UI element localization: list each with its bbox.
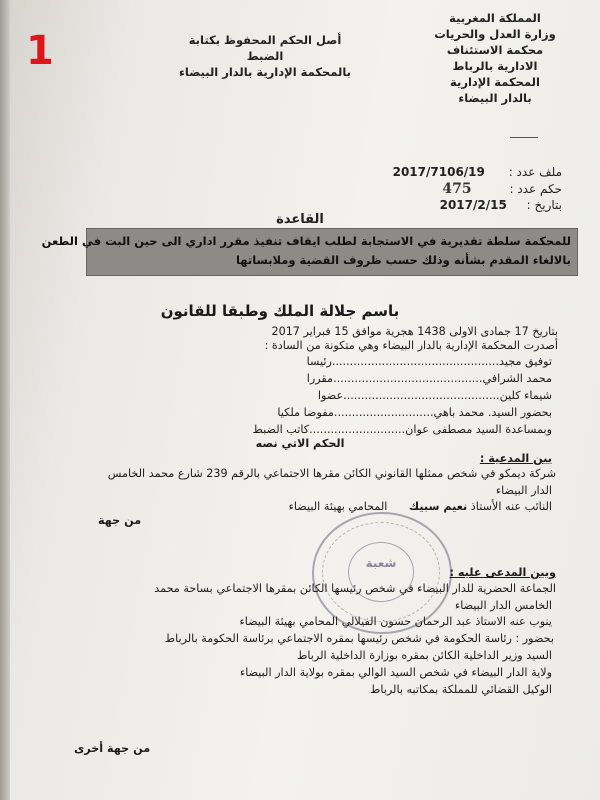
court-composition-line: أصدرت المحكمة الإدارية بالدار البيضاء وهي متكونة من السادة : [264, 339, 558, 352]
defendant-line: بحضور : رئاسة الحكومة في شخص رئيسها بمقره الاجتماعي برئاسة الحكومة بالرباط [164, 632, 554, 645]
defendant-line: ولاية الدار البيضاء في شخص السيد الوالي بمقره بولاية الدار البيضاء [239, 666, 552, 679]
member-name: شيماء كلين [499, 389, 552, 402]
defendant-line: السيد وزير الداخلية الكائن بمقره بوزارة الداخلية الرباط [297, 649, 552, 662]
plaintiff-line: الدار البيضاء [495, 484, 552, 497]
judgment-date-label: بتاريخ : [526, 198, 562, 212]
rule-summary-box [41, 228, 578, 276]
judgment-number-label: حكم عدد : [509, 182, 562, 196]
member-role: مقررا [306, 372, 334, 385]
judgment-date [440, 198, 562, 212]
defendant-line: الجماعة الحضرية للدار البيضاء في شخص رئيسها الكائن بمقرها الاجتماعي بساحة محمد [154, 582, 556, 595]
plaintiff-lawyer [289, 500, 552, 513]
member-name: وبمساعدة السيد مصطفى عوان [405, 423, 552, 436]
member-name: محمد الشرافي [482, 372, 552, 385]
defendant-heading: وبين المدعى عليه : [449, 566, 556, 579]
header-line: محكمة الاستئناف [446, 43, 544, 57]
file-number [393, 165, 562, 179]
judgment-number-value: 475 [442, 181, 472, 197]
header-line: بالدار البيضاء [458, 91, 532, 105]
lawyer-suffix: المحامي بهيئة البيضاء [288, 500, 388, 513]
panel-member: بحضور السيد. محمد باهي............................مفوضا ملكيا [277, 406, 552, 419]
file-number-label: ملف عدد : [508, 165, 562, 179]
member-name: بحضور السيد. محمد باهي [433, 406, 552, 419]
rule-line: بالالغاء المقدم بشأنه وذلك حسب ظروف القضية وملابساتها [235, 253, 571, 267]
main-title: باسم جلالة الملك وطبقا للقانون [160, 302, 400, 320]
plaintiff-heading: بين المدعية : [479, 452, 552, 465]
panel-member: شيماء كلين............................................عضوا [317, 389, 552, 402]
member-role: رئيسا [306, 355, 332, 368]
page-edge-shadow [0, 0, 10, 800]
judgment-date-line: بتاريخ 17 جمادى الاولى 1438 هجرية موافق 15 فبراير 2017 [271, 325, 558, 338]
ministry-header [420, 10, 570, 106]
header-line: المحكمة الإدارية [450, 75, 540, 89]
header-divider [510, 137, 538, 138]
defendant-line: الخامس الدار البيضاء [454, 599, 552, 612]
panel-member: توفيق مجيد...............................................رئيسا [306, 355, 552, 368]
header-line: الادارية بالرباط [452, 59, 538, 73]
defendant-line: ينوب عنه الاستاذ عبد الرحمان حسون الفيلالي المحامي بهيئة البيضاء [239, 615, 552, 628]
page-number: 1 [26, 28, 54, 74]
rule-title: القاعدة [276, 212, 324, 227]
panel-member: محمد الشرافي..........................................مقررا [306, 372, 552, 385]
member-role: كاتب الضبط [252, 423, 310, 436]
header-line: بالمحكمة الإدارية بالدار البيضاء [179, 65, 351, 79]
side-one-label: من جهة [98, 514, 142, 527]
original-copy-header [170, 32, 360, 80]
file-number-value: 2017/7106/19 [392, 165, 485, 179]
header-line: المملكة المغربية [449, 11, 541, 25]
defendant-line: الوكيل القضائي للمملكة بمكاتبه بالرباط [370, 683, 552, 696]
header-line: وزارة العدل والحريات [434, 27, 556, 41]
header-line: أصل الحكم المحفوظ بكتابة الضبط [188, 33, 342, 63]
member-role: مفوضا ملكيا [277, 406, 334, 419]
verdict-heading: الحكم الاتي نصه [255, 437, 345, 450]
side-other-label: من جهة أخرى [74, 742, 151, 755]
lawyer-prefix: النائب عنه الأستاذ [470, 500, 552, 513]
member-role: عضوا [317, 389, 344, 402]
plaintiff-line: شركة ديمكو في شخص ممثلها القانوني الكائن مقرها الاجتماعي بالرقم 239 شارع محمد الخامس [107, 467, 556, 480]
stamp-text: شعبة [365, 556, 397, 570]
member-name: توفيق مجيد [499, 355, 552, 368]
rule-line: للمحكمة سلطة تقديرية في الاستجابة لطلب ايقاف تنفيذ مقرر اداري الى حين البت في الطعن [41, 234, 571, 248]
lawyer-name: نعيم سبيك [408, 500, 468, 513]
judgment-number [442, 181, 562, 197]
panel-member: وبمساعدة السيد مصطفى عوان...........................كاتب الضبط [252, 423, 552, 436]
judgment-date-value: 2017/2/15 [439, 198, 507, 212]
